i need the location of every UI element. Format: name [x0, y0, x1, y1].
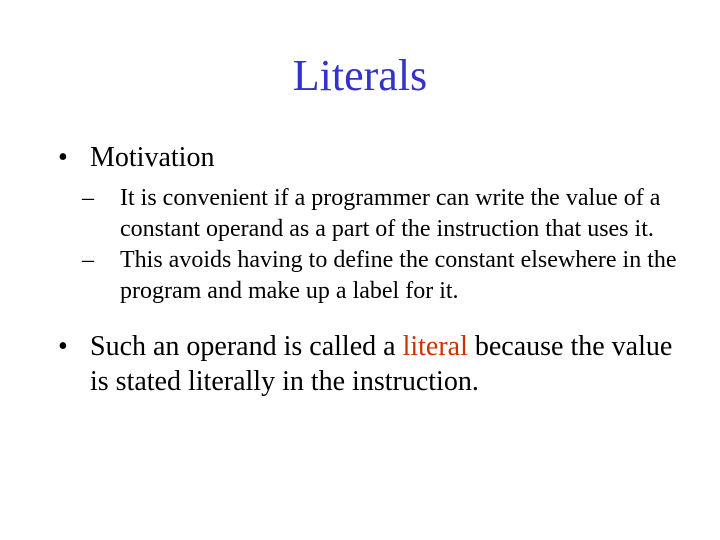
bullet-marker: •	[58, 331, 68, 362]
subbullet-text: It is convenient if a programmer can write the value of a constant operand as a part of the instruction that uses it.	[120, 185, 661, 242]
bullet-text-after: because the value is stated literally in the instruction.	[90, 331, 673, 397]
subbullet-convenience	[82, 183, 678, 245]
subbullet-marker: –	[82, 247, 94, 273]
bullet-marker: •	[58, 142, 68, 173]
bullet-text-before: Such an operand is called a	[90, 331, 403, 362]
subbullet-avoids-label	[82, 245, 678, 307]
literal-highlight: literal	[402, 331, 468, 362]
slide-title: Literals	[292, 51, 428, 100]
bullet-literal-definition	[58, 329, 678, 399]
bullet-text: Motivation	[90, 142, 215, 173]
bullet-list	[58, 140, 678, 399]
subbullet-marker: –	[82, 185, 94, 211]
bullet-motivation	[58, 140, 678, 175]
subbullet-text: This avoids having to define the constant elsewhere in the program and make up a label for it.	[120, 247, 677, 304]
